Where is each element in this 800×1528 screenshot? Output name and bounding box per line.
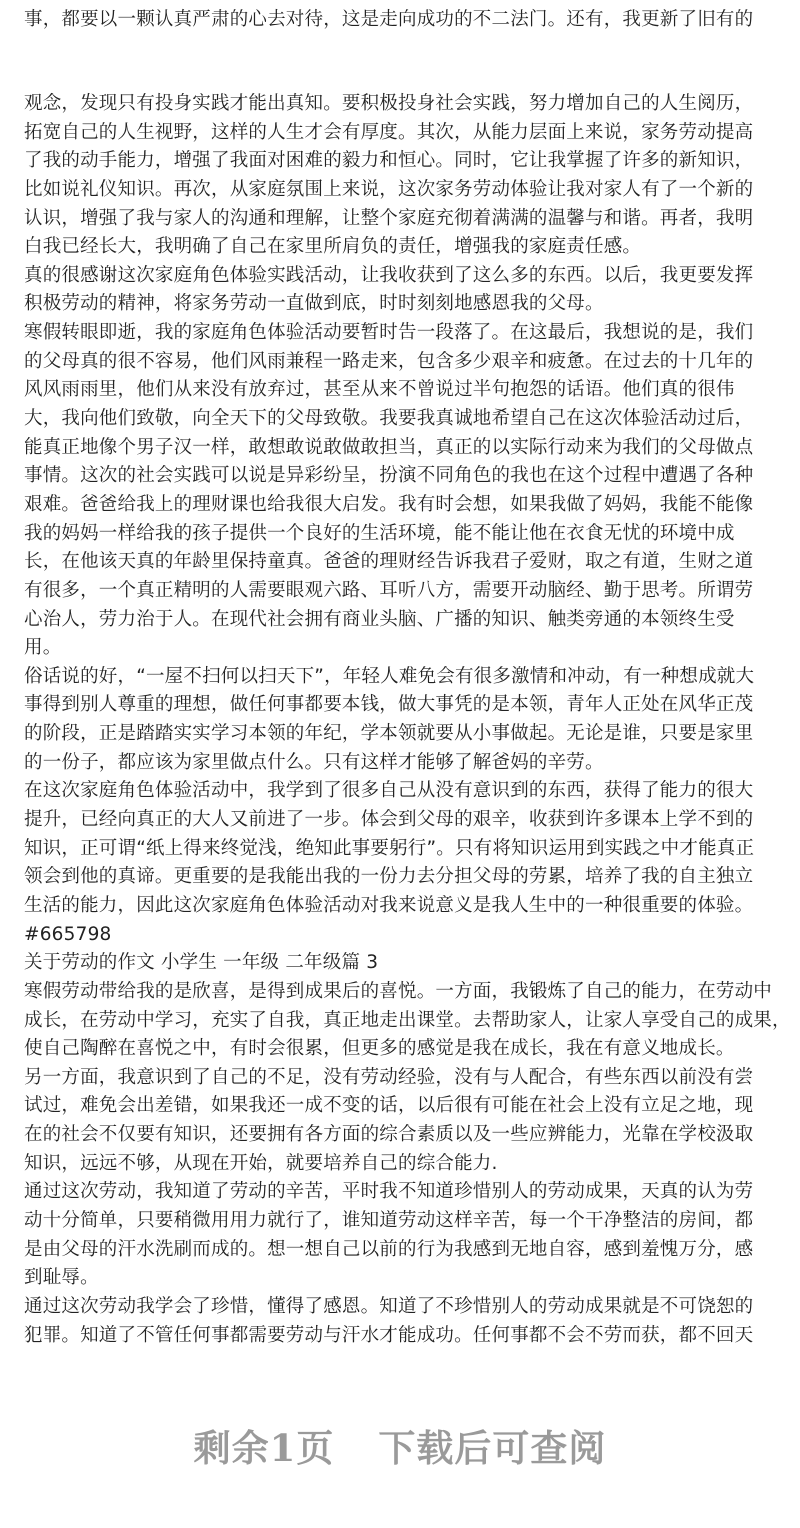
text-line: 领会到他的真谛。更重要的是我能出我的一份力去分担父母的劳累，培养了我的自主独立 bbox=[24, 866, 754, 888]
text-line: 的一份子，都应该为家里做点什么。只有这样才能够了解爸妈的辛劳。 bbox=[24, 751, 604, 773]
text-line: 比如说礼仪知识。再次，从家庭氛围上来说，这次家务劳动体验让我对家人有了一个新的 bbox=[24, 178, 754, 200]
text-line: 在的社会不仅要有知识，还要拥有各方面的综合素质以及一些应辨能力，光靠在学校汲取 bbox=[24, 1124, 754, 1146]
text-line: 寒假转眼即逝，我的家庭角色体验活动要暂时告一段落了。在这最后，我想说的是，我们 bbox=[24, 322, 754, 344]
text-line: 到耻辱。 bbox=[24, 1267, 99, 1289]
text-line: 提升，已经向真正的大人又前进了一步。体会到父母的艰辛，收获到许多课本上学不到的 bbox=[24, 809, 754, 831]
text-line: 使自己陶醉在喜悦之中，有时会很累，但更多的感觉是我在成长，我在有意义地成长。 bbox=[24, 1038, 735, 1060]
text-line: 犯罪。知道了不管任何事都需要劳动与汗水才能成功。任何事都不会不劳而获，都不回天 bbox=[24, 1324, 754, 1346]
text-line: 寒假劳动带给我的是欣喜，是得到成果后的喜悦。一方面，我锻炼了自己的能力，在劳动中 bbox=[24, 980, 773, 1002]
text-line: 知识，正可谓“纸上得来终觉浅，绝知此事要躬行”。只有将知识运用到实践之中才能真正 bbox=[24, 837, 755, 859]
text-line: 的父母真的很不容易，他们风雨兼程一路走来，包含多少艰辛和疲惫。在过去的十几年的 bbox=[24, 350, 754, 372]
text-line: 成长，在劳动中学习，充实了自我，真正地走出课堂。去帮助家人，让家人享受自己的成果， bbox=[24, 1009, 791, 1031]
document-body bbox=[24, 90, 791, 1350]
text-line: 事情。这次的社会实践可以说是异彩纷呈，扮演不同角色的我也在这个过程中遭遇了各种 bbox=[24, 465, 754, 487]
text-line: 俗话说的好，“一屋不扫何以扫天下”，年轻人难免会有很多激情和冲动，有一种想成就大 bbox=[24, 665, 755, 687]
text-line: 我的妈妈一样给我的孩子提供一个良好的生活环境，能不能让他在衣食无忧的环境中成 bbox=[24, 522, 735, 544]
text-line: 用。 bbox=[24, 637, 62, 659]
text-line: 了我的动手能力，增强了我面对困难的毅力和恒心。同时，它让我掌握了许多的新知识， bbox=[24, 150, 754, 172]
download-prompt[interactable] bbox=[0, 1418, 800, 1472]
text-line: 大，我向他们致敬，向全天下的父母致敬。我要我真诚地希望自己在这次体验活动过后， bbox=[24, 408, 754, 430]
top-text-fragment bbox=[24, 6, 784, 35]
text-line: 观念，发现只有投身实践才能出真知。要积极投身社会实践，努力增加自己的人生阅历， bbox=[24, 93, 754, 114]
text-line: 积极劳动的精神，将家务劳动一直做到底，时时刻刻地感恩我的父母。 bbox=[24, 293, 604, 315]
text-line: 是由父母的汗水洗刷而成的。想一想自己以前的行为我感到无地自容，感到羞愧万分，感 bbox=[24, 1238, 754, 1260]
remaining-pages-label: 剩余1页 bbox=[193, 1426, 335, 1470]
text-line: 认识，增强了我与家人的沟通和理解，让整个家庭充彻着满满的温馨与和谐。再者，我明 bbox=[24, 207, 754, 229]
text-line: 通过这次劳动我学会了珍惜，懂得了感恩。知道了不珍惜别人的劳动成果就是不可饶恕的 bbox=[24, 1295, 754, 1317]
text-line: 事，都要以一颗认真严肃的心去对待，这是走向成功的不二法门。还有，我更新了旧有的 bbox=[24, 9, 754, 30]
text-line: 真的很感谢这次家庭角色体验实践活动，让我收获到了这么多的东西。以后，我更要发挥 bbox=[24, 264, 754, 286]
text-line: 风风雨雨里，他们从来没有放弃过，甚至从来不曾说过半句抱怨的话语。他们真的很伟 bbox=[24, 379, 735, 401]
text-line: 心治人，劳力治于人。在现代社会拥有商业头脑、广播的知识、触类旁通的本领终生受 bbox=[24, 608, 735, 630]
text-line: 试过，难免会出差错，如果我还一成不变的话，以后很有可能在社会上没有立足之地，现 bbox=[24, 1095, 754, 1117]
text-line: 另一方面，我意识到了自己的不足，没有劳动经验，没有与人配合，有些东西以前没有尝 bbox=[24, 1066, 754, 1088]
text-line: 艰难。爸爸给我上的理财课也给我很大启发。我有时会想，如果我做了妈妈，我能不能像 bbox=[24, 493, 754, 515]
text-line: 能真正地像个男子汉一样，敢想敢说敢做敢担当，真正的以实际行动来为我们的父母做点 bbox=[24, 436, 754, 458]
text-line: 长，在他该天真的年龄里保持童真。爸爸的理财经告诉我君子爱财，取之有道，生财之道 bbox=[24, 551, 754, 573]
text-line: 知识，远远不够，从现在开始，就要培养自己的综合能力. bbox=[24, 1152, 498, 1174]
text-line: 拓宽自己的人生视野，这样的人生才会有厚度。其次，从能力层面上来说，家务劳动提高 bbox=[24, 121, 754, 143]
text-line: 有很多，一个真正精明的人需要眼观六路、耳听八方，需要开动脑经、勤于思考。所谓劳 bbox=[24, 579, 754, 601]
download-to-view-label: 下载后可查阅 bbox=[378, 1426, 607, 1470]
text-line: 动十分简单，只要稍微用用力就行了，谁知道劳动这样辛苦，每一个干净整洁的房间，都 bbox=[24, 1209, 754, 1231]
text-line: #665798 bbox=[24, 923, 112, 945]
text-line: 在这次家庭角色体验活动中，我学到了很多自己从没有意识到的东西，获得了能力的很大 bbox=[24, 780, 754, 802]
text-line: 生活的能力，因此这次家庭角色体验活动对我来说意义是我人生中的一种很重要的体验。 bbox=[24, 894, 754, 916]
text-line: 通过这次劳动，我知道了劳动的辛苦，平时我不知道珍惜别人的劳动成果，天真的认为劳 bbox=[24, 1181, 754, 1203]
text-line: 关于劳动的作文 小学生 一年级 二年级篇 3 bbox=[24, 952, 379, 974]
text-line: 事得到别人尊重的理想，做任何事都要本钱，做大事凭的是本领，青年人正处在风华正茂 bbox=[24, 694, 754, 716]
text-line: 白我已经长大，我明确了自己在家里所肩负的责任，增强我的家庭责任感。 bbox=[24, 236, 642, 258]
text-line: 的阶段，正是踏踏实实学习本领的年纪，学本领就要从小事做起。无论是谁，只要是家里 bbox=[24, 723, 754, 745]
